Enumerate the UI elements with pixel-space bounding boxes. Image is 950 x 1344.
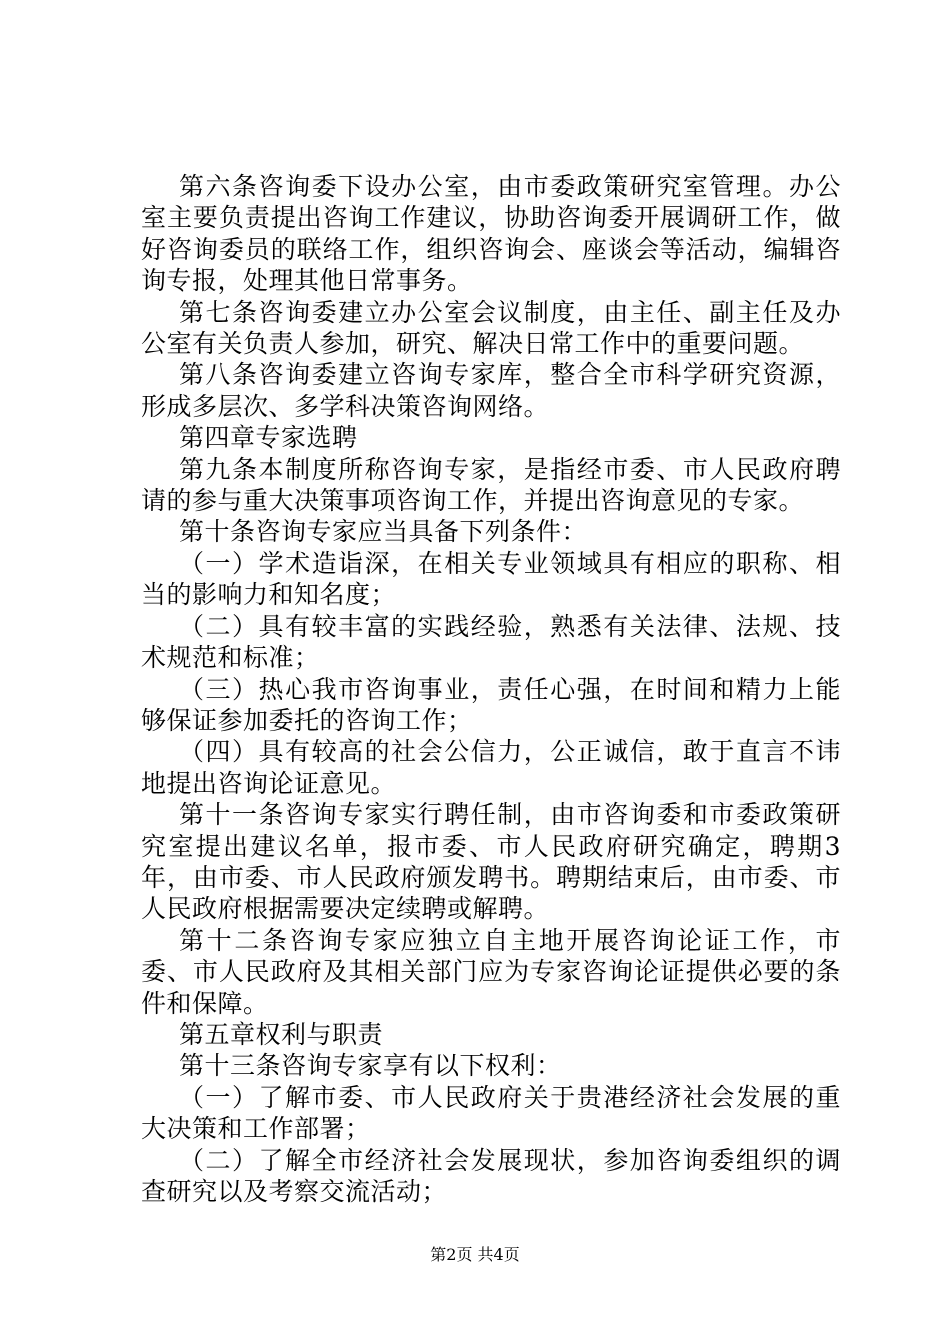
page-footer xyxy=(0,1245,950,1265)
article-10-item-1: （一）学术造诣深，在相关专业领域具有相应的职称、相当的影响力和知名度； xyxy=(141,548,841,610)
article-13: 第十三条咨询专家享有以下权利： xyxy=(179,1051,562,1081)
document-body xyxy=(141,171,841,1207)
article-10-item-3: （三）热心我市咨询事业，责任心强，在时间和精力上能够保证参加委托的咨询工作； xyxy=(141,674,841,735)
page-number-label: 第2页 共4页 xyxy=(430,1245,520,1264)
article-9: 第九条本制度所称咨询专家，是指经市委、市人民政府聘请的参与重大决策事项咨询工作，并提出咨询意见的专家。 xyxy=(141,454,841,516)
article-13-item-2: （二）了解全市经济社会发展现状，参加咨询委组织的调查研究以及考察交流活动； xyxy=(141,1145,841,1206)
article-8: 第八条咨询委建立咨询专家库，整合全市科学研究资源，形成多层次、多学科决策咨询网络。 xyxy=(141,360,841,421)
chapter-4-heading: 第四章专家选聘 xyxy=(179,423,358,453)
article-7: 第七条咨询委建立办公室会议制度，由主任、副主任及办公室有关负责人参加，研究、解决日常工作中的重要问题。 xyxy=(141,297,841,359)
article-10-item-4: （四）具有较高的社会公信力，公正诚信，敢于直言不讳地提出咨询论证意见。 xyxy=(141,737,841,798)
chapter-5-heading: 第五章权利与职责 xyxy=(179,1019,384,1049)
article-6: 第六条咨询委下设办公室，由市委政策研究室管理。办公室主要负责提出咨询工作建议，协助咨询委开展调研工作，做好咨询委员的联络工作，组织咨询会、座谈会等活动，编辑咨询专报，处理其他日常事务。 xyxy=(141,172,841,296)
article-10-item-2: （二）具有较丰富的实践经验，熟悉有关法律、法规、技术规范和标准； xyxy=(141,611,841,673)
article-10: 第十条咨询专家应当具备下列条件： xyxy=(179,517,588,547)
article-11: 第十一条咨询专家实行聘任制，由市咨询委和市委政策研究室提出建议名单，报市委、市人民政府研究确定，聘期3年，由市委、市人民政府颁发聘书。聘期结束后，由市委、市人民政府根据需要决定续聘或解聘。 xyxy=(141,800,841,924)
article-13-item-1: （一）了解市委、市人民政府关于贵港经济社会发展的重大决策和工作部署； xyxy=(141,1082,841,1144)
article-12: 第十二条咨询专家应独立自主地开展咨询论证工作，市委、市人民政府及其相关部门应为专家咨询论证提供必要的条件和保障。 xyxy=(141,925,841,1018)
